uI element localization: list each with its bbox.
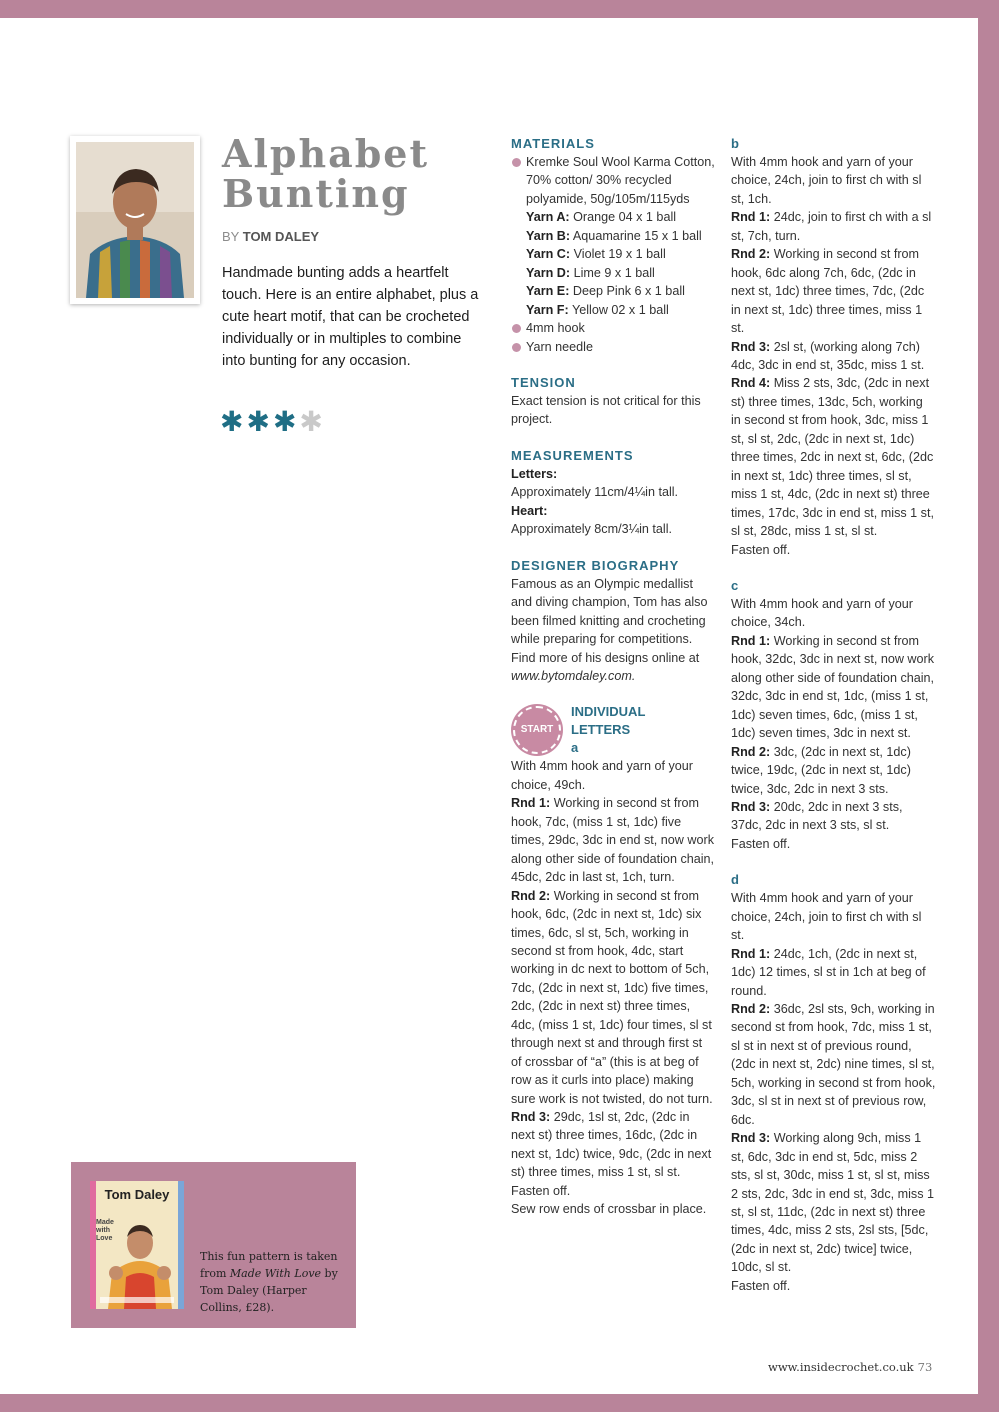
yarn-e: Yarn E: Deep Pink 6 x 1 ball	[526, 284, 685, 299]
yarn-c: Yarn C: Violet 19 x 1 ball	[526, 247, 666, 262]
letter-a-heading: a	[571, 740, 579, 756]
yarn-f: Yarn F: Yellow 02 x 1 ball	[526, 302, 669, 317]
letter-a-finish: Sew row ends of crossbar in place.	[511, 1202, 707, 1217]
right-border	[975, 18, 985, 1394]
page-footer	[768, 1360, 932, 1374]
star-icon: ✱	[220, 406, 244, 437]
letter-d-fasten: Fasten off.	[731, 1278, 791, 1293]
letter-a-rnd-1: Rnd 1: Working in second st from hook, 7dc, (miss 1 st, 1dc) five times, 29dc, 3dc in end st, now work along other side of foundation chain, 45dc, 2dc in last st, 1ch, turn.	[511, 796, 715, 885]
letters-heading-2: LETTERS	[571, 722, 631, 738]
yarn-b: Yarn B: Aquamarine 15 x 1 ball	[526, 228, 702, 243]
heart-label: Heart:	[511, 503, 548, 518]
book-promo-box	[71, 1162, 356, 1328]
materials-needle: Yarn needle	[511, 338, 716, 356]
yarn-d: Yarn D: Lime 9 x 1 ball	[526, 265, 655, 280]
book-cover	[90, 1181, 184, 1309]
tension-heading: TENSION	[511, 374, 576, 390]
letter-b-intro: With 4mm hook and yarn of your choice, 24ch, join to first ch with sl st, 1ch.	[731, 155, 922, 206]
page-title	[222, 131, 430, 216]
byline-prefix: BY	[222, 229, 240, 244]
start-badge: START	[513, 706, 561, 754]
letter-b-heading: b	[731, 136, 739, 151]
letter-b-rnd-2: Rnd 2: Working in second st from hook, 6dc along 7ch, 6dc, (2dc in next st, 1dc) three times, 7dc, (2dc in next st, 1dc) three times, miss 1 st.	[731, 247, 925, 336]
author-name: TOM DALEY	[242, 229, 320, 244]
materials-heading: MATERIALS	[511, 136, 595, 151]
letter-c-intro: With 4mm hook and yarn of your choice, 34ch.	[731, 596, 913, 630]
book-cover-subtitle: Made with Love	[96, 1219, 114, 1242]
star-icon: ✱	[272, 406, 297, 437]
author-photo	[70, 136, 200, 304]
letter-a-rnd-2: Rnd 2: Working in second st from hook, 6dc, (2dc in next st, 1dc) six times, 6dc, sl st, 5ch, working in second st from hook, 4dc, start working in dc next to bottom of 5ch, 7dc, (2dc in next st, 1dc) five times, 2dc, (2dc in next st) three times, 4dc, (miss 1 st, 1dc) four times, sl st through next st and through first st of crossbar of “a” (this is at beg of row as it curls into place) making sure work is not twisted, do not turn.	[511, 888, 713, 1106]
materials-hook: 4mm hook	[511, 319, 716, 337]
star-icon: ✱	[299, 406, 323, 437]
letter-d-intro: With 4mm hook and yarn of your choice, 24ch, join to first ch with sl st.	[731, 891, 922, 943]
bottom-border	[0, 1391, 999, 1401]
letter-a-fasten: Fasten off.	[511, 1183, 571, 1198]
letters-value: Approximately 11cm/4¼in tall.	[511, 485, 679, 500]
letter-c-rnd-1: Rnd 1: Working in second st from hook, 32dc, 3dc in next st, now work along other side of foundation chain, 32dc, 3dc in end st, 1dc, (miss 1 st, 1dc) seven times, 6dc, (miss 1 st, 1dc) seven times, 3dc in next st.	[731, 633, 935, 741]
title-line-1: Alphabet	[222, 131, 430, 176]
letter-c-heading: c	[731, 577, 739, 593]
footer-url[interactable]: www.insidecrochet.co.uk	[768, 1360, 914, 1374]
letter-c-rnd-3: Rnd 3: 20dc, 2dc in next 3 sts, 37dc, 2dc in next 3 sts, sl st.	[731, 799, 903, 833]
letter-d-rnd-3: Rnd 3: Working along 9ch, miss 1 st, 6dc, 3dc in end st, 5dc, miss 2 sts, sl st, 30dc, miss 1 st, sl st, miss 2 sts, 2dc, 3dc in end st, 3dc, miss 1 st, sl st, 11dc, (2dc in next st) three times, 4dc, miss 2 sts, 2sl sts, [5dc, (2dc in next st, 2dc) twice] twice, 10dc, sl st.	[731, 1131, 934, 1275]
book-cover-title: Tom Daley	[104, 1187, 170, 1202]
designer-website: www.bytomdaley.com.	[511, 668, 636, 683]
letter-b-fasten: Fasten off.	[731, 542, 791, 557]
heart-value: Approximately 8cm/3¼in tall.	[511, 522, 672, 537]
letter-d-rnd-1: Rnd 1: 24dc, 1ch, (2dc in next st, 1dc) 12 times, sl st in 1ch at beg of round.	[731, 946, 926, 998]
book-title: Made With Love	[229, 1267, 322, 1280]
materials-yarn: Kremke Soul Wool Karma Cotton, 70% cotton/ 30% recycled polyamide, 50g/105m/115yds	[511, 153, 716, 208]
letter-b-rnd-4: Rnd 4: Miss 2 sts, 3dc, (2dc in next st) three times, 13dc, 5ch, working in second st from hook, 3dc, miss 1 st, sl st, 2dc, (2dc in next st, 1dc) three times, 2dc in next st, 6dc, (2dc in next st, 1dc) three times, sl st, miss 1 st, 4dc, (2dc in next st) three times, 17dc, 3dc in end st, miss 1 st, sl st, 28dc, miss 1 st, sl st.	[731, 376, 934, 539]
yarn-a: Yarn A: Orange 04 x 1 ball	[526, 210, 677, 225]
letter-a-rnd-3: Rnd 3: 29dc, 1sl st, 2dc, (2dc in next st) three times, 16dc, (2dc in next st, 1dc) twice, 9dc, (2dc in next st) three times, miss 1 st, sl st.	[511, 1110, 712, 1180]
measurements-heading: MEASUREMENTS	[511, 447, 634, 463]
letter-a-intro: With 4mm hook and yarn of your choice, 49ch.	[511, 759, 693, 792]
intro-text: Handmade bunting adds a heartfelt touch. Here is an entire alphabet, plus a cute heart motif, that can be crocheted individually or in multiples to combine into bunting for any occasion.	[222, 265, 479, 369]
column-1	[511, 135, 716, 1219]
page-number: 73	[917, 1360, 933, 1374]
letter-c-rnd-2: Rnd 2: 3dc, (2dc in next st, 1dc) twice, 19dc, (2dc in next st, 1dc) twice, 3dc, 2dc in next 3 sts.	[731, 744, 911, 796]
letters-heading-1: INDIVIDUAL	[571, 704, 646, 720]
letters-label: Letters:	[511, 466, 558, 481]
book-credit: This fun pattern is taken from Made With Love by Tom Daley (Harper Collins, £28).	[200, 1250, 338, 1314]
biography-heading: DESIGNER BIOGRAPHY	[511, 557, 680, 573]
column-2	[731, 135, 936, 1295]
letter-b-rnd-3: Rnd 3: 2sl st, (working along 7ch) 4dc, 3dc in end st, 35dc, miss 1 st.	[731, 339, 925, 372]
star-icon: ✱	[246, 406, 270, 437]
title-line-2: Bunting	[222, 171, 410, 216]
byline	[222, 229, 319, 244]
portrait-image	[76, 142, 194, 298]
letter-d-heading: d	[731, 872, 739, 888]
biography-text: Famous as an Olympic medallist and diving champion, Tom has also been filmed knitting and crocheting while preparing for competitions. Find more of his designs online at www.bytomdaley.com.	[511, 576, 708, 683]
tension-text: Exact tension is not critical for this project.	[511, 393, 701, 427]
letters-heading-row	[511, 703, 716, 757]
letter-d-rnd-2: Rnd 2: 36dc, 2sl sts, 9ch, working in second st from hook, 7dc, miss 1 st, sl st in next st of previous round, (2dc in next st, 2dc) nine times, sl st, 5ch, working in second st from hook, 3dc, sl st in next st of previous row, 6dc.	[731, 1002, 936, 1127]
letter-c-fasten: Fasten off.	[731, 836, 791, 851]
difficulty-rating	[220, 408, 323, 436]
letter-b-rnd-1: Rnd 1: 24dc, join to first ch with a sl st, 7ch, turn.	[731, 210, 932, 243]
